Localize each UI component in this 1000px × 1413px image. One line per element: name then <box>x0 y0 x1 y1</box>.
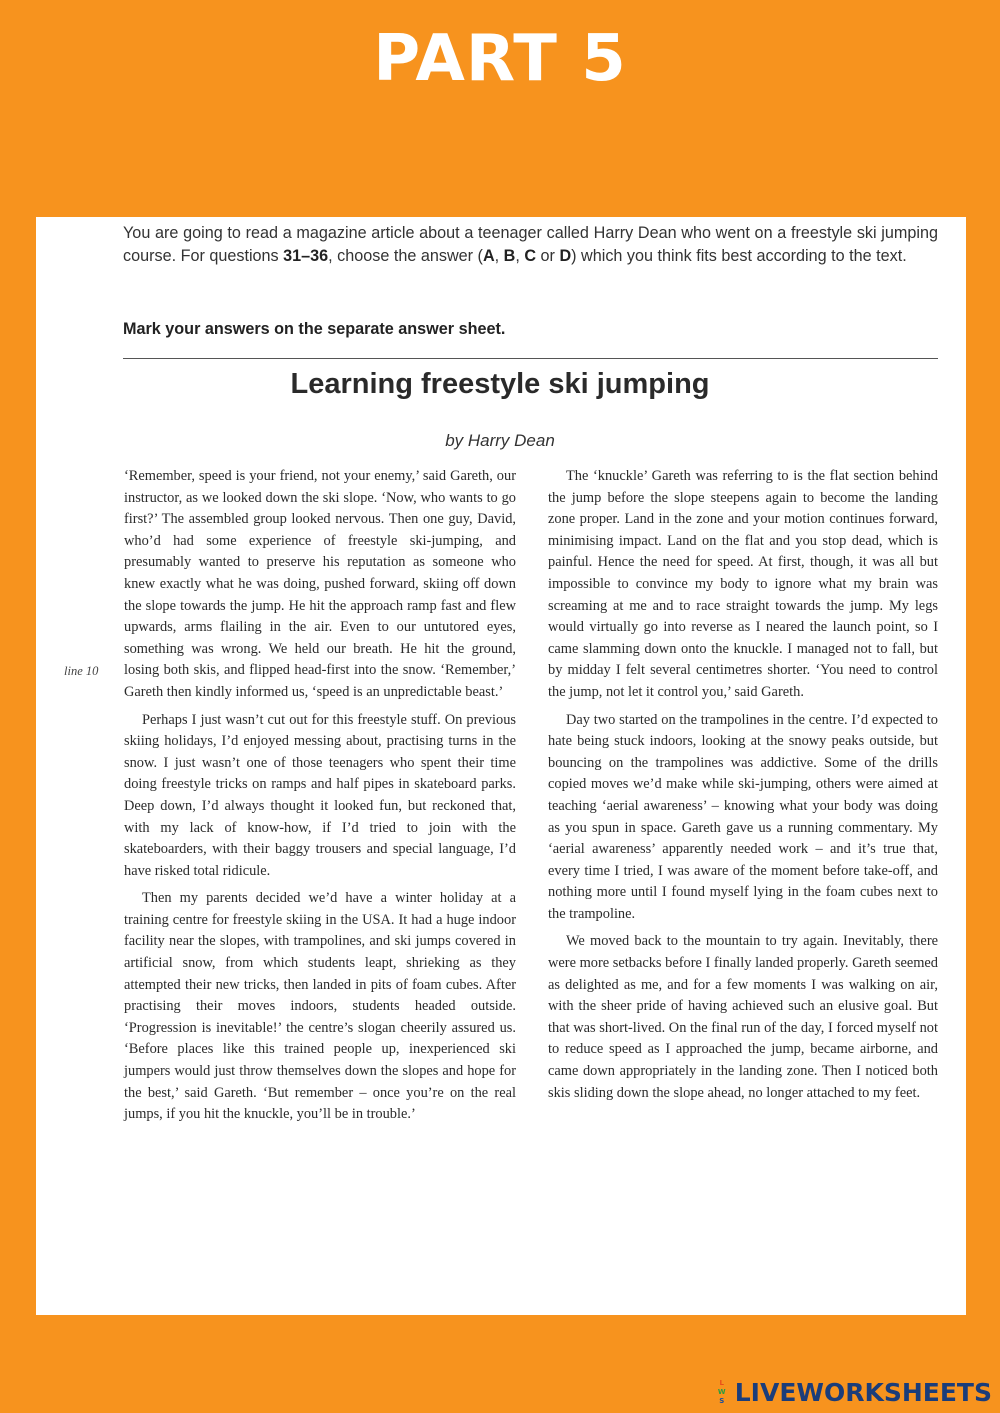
paragraph: Perhaps I just wasn’t cut out for this freestyle stuff. On previous skiing holidays, I’d enjoyed messing about, practising turns in the snow. I just wasn’t one of those teenagers who spent their time doing freestyle tricks on ramps and half pipes in skateboard parks. Deep down, I’d always thought it looked fun, but reckoned that, with my lack of know-how, if I’d tried to join with the skateboarders, with their baggy trousers and special language, I’d have risked total ridicule. <box>124 711 516 879</box>
article-title: Learning freestyle ski jumping <box>290 368 710 400</box>
liveworksheets-brand <box>711 1378 992 1407</box>
answer-sheet-note: Mark your answers on the separate answer sheet. <box>123 320 506 338</box>
exam-sheet <box>36 217 966 1315</box>
paragraph: The ‘knuckle’ Gareth was referring to is the flat section behind the jump before the slope steepens again to become the landing zone proper. Land in the zone and your motion continues forward, minimising impact. Land on the flat and you stop dead, which is painful. Hence the need for speed. At first, though, it was all but impossible to convince my body to ignore what my brain was screaming at me and to race straight towards the jump. My legs would virtually go into reverse as I neared the launch point, so I came slamming down onto the knuckle. I managed not to fall, but by midday I felt several centimetres shorter. ‘You need to control the jump, not let it control you,’ said Gareth. <box>548 468 938 700</box>
line-marker: line 10 <box>64 664 99 678</box>
article-byline: by Harry Dean <box>445 431 555 450</box>
page-title: PART 5 <box>373 22 627 96</box>
brand-name: LIVEWORKSHEETS <box>734 1378 992 1407</box>
article-column-left <box>124 466 516 1132</box>
paragraph: Day two started on the trampolines in the centre. I’d expected to hate being stuck indoors, looking at the snowy peaks outside, but bouncing on the trampolines was addictive. Some of the drills copied moves we’d make while ski-jumping, others were aimed at teaching ‘aerial awareness’ – knowing what your body was doing as you spun in space. Gareth gave us a running commentary. My ‘aerial awareness’ apparently needed work – and it’s true that, every time I tried, I was aware of the moment before take-off, and nothing more until I found myself lying in the foam cubes next to the trampoline. <box>548 711 938 922</box>
article-column-right <box>548 466 938 1110</box>
liveworksheets-logo-icon: L W S <box>717 1379 726 1405</box>
paragraph: Then my parents decided we’d have a winter holiday at a training centre for freestyle skiing in the USA. It had a huge indoor facility near the slopes, with trampolines, and ski jumps covered in artificial snow, from which students leapt, shrieking as they attempted their new tricks, then landed in pits of foam cubes. After practising their moves indoors, students headed outside. ‘Progression is inevitable!’ the centre’s slogan cheerily assured us. ‘Before places like this trained people up, inexperienced ski jumpers would just throw themselves down the slopes and hope for the best,’ said Gareth. ‘But remember – once you’re on the real jumps, if you hit the knuckle, you’ll be in trouble.’ <box>124 890 516 1123</box>
paragraph: ‘Remember, speed is your friend, not your enemy,’ said Gareth, our instructor, as we looked down the ski slope. ‘Now, who wants to go first?’ The assembled group looked nervous. Then one guy, David, who’d had some experience of freestyle ski-jumping, and presumably wanted to preserve his reputation as someone who knew exactly what he was doing, pushed forward, skiing off down the slope towards the jump. He hit the approach ramp fast and flew upwards, arms flailing in the air. Even to our untutored eyes, something was wrong. We held our breath. He hit the ground, losing both skis, and flipped head-first into the snow. ‘Remember,’ Gareth then kindly informed us, ‘speed is an unpredictable beast.’ <box>124 468 516 700</box>
divider <box>123 358 938 359</box>
paragraph: We moved back to the mountain to try again. Inevitably, there were more setbacks before I finally landed properly. Gareth seemed as delighted as me, and for a few moments I was walking on air, with the sheer pride of having achieved such an elusive goal. But that was short-lived. On the final run of the day, I forced myself not to reduce speed as I approached the jump, became airborne, and came down appropriately in the landing zone. Then I noticed both skis sliding down the slope ahead, no longer attached to my feet. <box>548 933 938 1101</box>
task-instructions: You are going to read a magazine article about a teenager called Harry Dean who went on a freestyle ski jumping course. For questions 31–36, choose the answer (A, B, C or D) which you think fits best according to the text. <box>123 224 938 265</box>
